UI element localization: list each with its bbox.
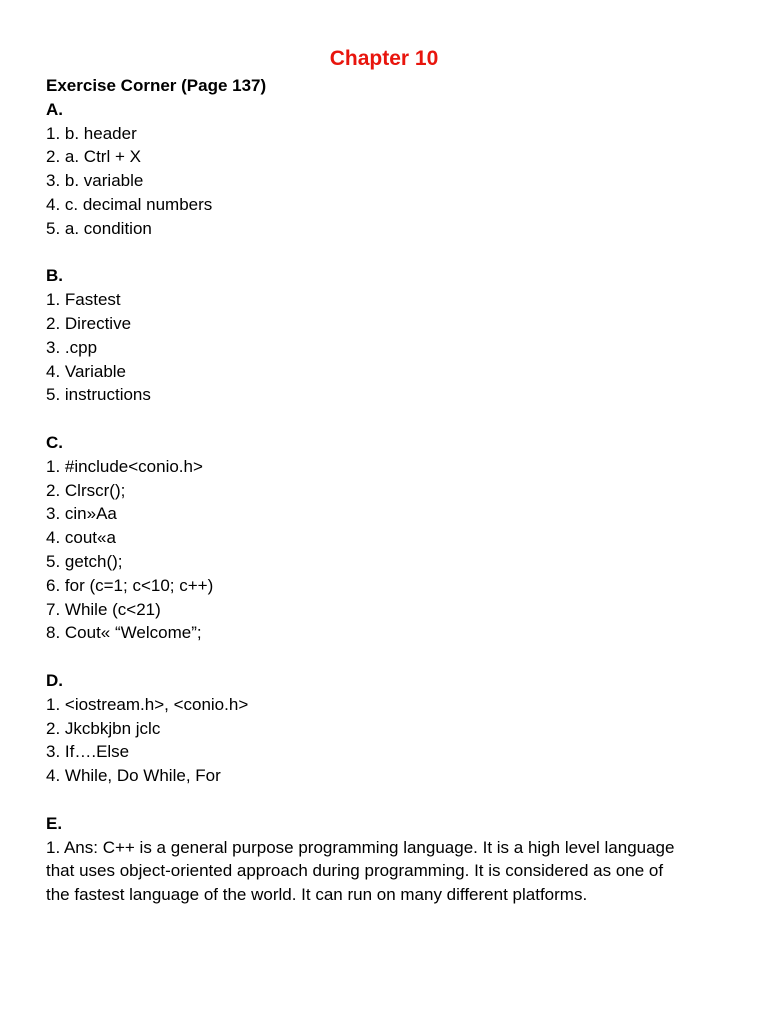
section-label: E. (46, 813, 63, 833)
answer-item: 8. Cout« “Welcome”; (46, 623, 202, 643)
answer-item: 4. c. decimal numbers (46, 194, 213, 214)
answer-item: 5. instructions (46, 385, 151, 405)
section-a (46, 98, 726, 241)
answer-item: 5. getch(); (46, 551, 123, 571)
answer-item: 1. #include<conio.h> (46, 456, 203, 476)
section-b (46, 264, 726, 407)
section-c (46, 431, 726, 645)
answer-item: 2. Jkcbkjbn jclc (46, 718, 161, 738)
answer-item: 1. <iostream.h>, <conio.h> (46, 694, 249, 714)
answer-item: 1. b. header (46, 123, 137, 143)
chapter-title: Chapter 10 (329, 47, 439, 70)
answer-item: 3. If….Else (46, 742, 130, 762)
section-label: C. (46, 432, 63, 452)
answer-item: 1. Fastest (46, 290, 121, 310)
section-label: A. (46, 99, 63, 119)
answer-item: 2. a. Ctrl + X (46, 147, 141, 167)
answer-item: 6. for (c=1; c<10; c++) (46, 575, 214, 595)
answer-item: 5. a. condition (46, 218, 152, 238)
section-label: D. (46, 670, 63, 690)
answer-item: 4. Variable (46, 361, 127, 381)
answer-item: 2. Directive (46, 313, 132, 333)
answer-item: 4. cout«a (46, 528, 116, 548)
exercise-heading: Exercise Corner (Page 137) (46, 76, 267, 95)
answer-item: 7. While (c<21) (46, 599, 161, 619)
answer-item: 3. .cpp (46, 337, 98, 357)
exercise-content (46, 74, 726, 907)
answer-item: 3. b. variable (46, 171, 144, 191)
section-label: B. (46, 266, 63, 286)
section-e (46, 812, 726, 907)
answer-paragraph: 1. Ans: C++ is a general purpose programming language. It is a high level language that uses object-oriented approach during programming. It is considered as one of the fastest language of the world. It can run on many different platforms. (46, 837, 680, 905)
answer-item: 2. Clrscr(); (46, 480, 126, 500)
section-d (46, 669, 726, 788)
answer-item: 3. cin»Aa (46, 504, 117, 524)
answer-item: 4. While, Do While, For (46, 766, 221, 786)
